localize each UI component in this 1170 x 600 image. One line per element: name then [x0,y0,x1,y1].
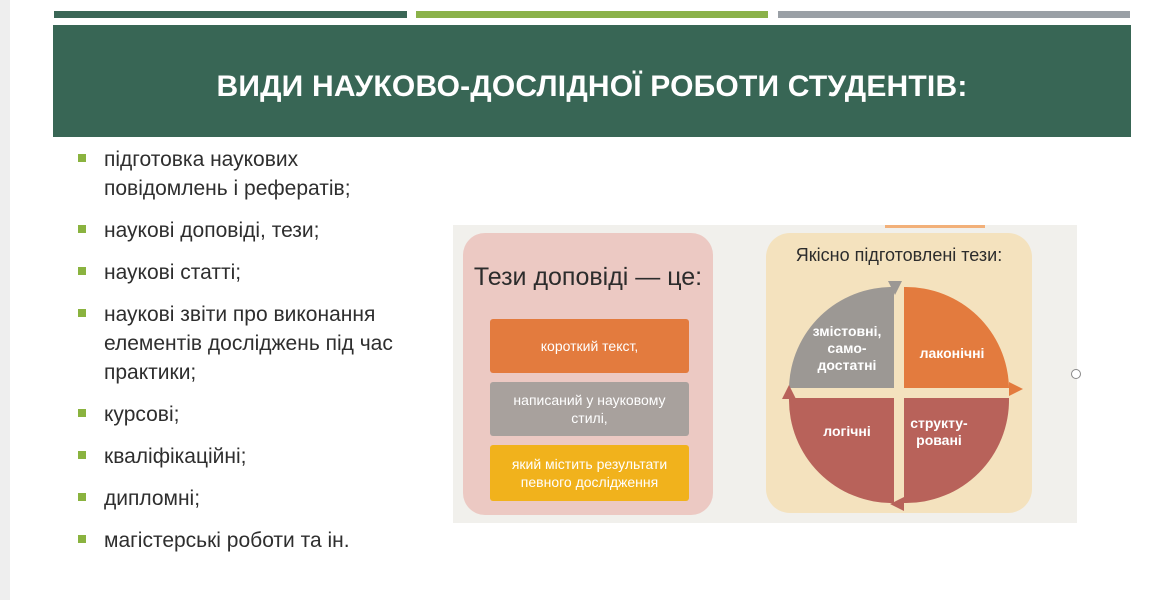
top-accent-bar-gray [778,11,1130,18]
definition-item-short-text: короткий текст, [490,319,689,373]
bullet-square-icon [78,409,86,417]
top-accent-bar-dark-green [54,11,407,18]
list-item: наукові доповіді, тези; [78,216,408,245]
quadrant-bottom-right-shape [904,398,1009,503]
quadrant-label-structured: структу-ровані [910,415,968,448]
list-item: підготовка наукових повідомлень і рефератів; [78,145,408,203]
bullet-square-icon [78,309,86,317]
decorative-top-strip [885,225,985,228]
quality-theses-title: Якісно підготовлені тези: [795,245,1003,265]
quadrant-top-right-shape [904,287,1009,388]
list-item: наукові звіти про виконання елементів досліджень під час практики; [78,300,408,387]
page-title: ВИДИ НАУКОВО-ДОСЛІДНОЇ РОБОТИ СТУДЕНТІВ: [216,70,968,103]
quadrant-bottom-left-shape [789,398,894,503]
theses-definition-panel [463,233,713,515]
theses-diagram-image[interactable] [453,225,1077,523]
list-item: дипломні; [78,484,408,513]
definition-item-research-results: який містить результати певного дослідження [490,445,689,501]
list-item: наукові статті; [78,258,408,287]
bullet-square-icon [78,225,86,233]
image-resize-handle[interactable] [1071,369,1081,379]
bullet-square-icon [78,535,86,543]
bullet-square-icon [78,493,86,501]
arrow-head-icon [1009,382,1023,396]
title-banner [53,25,1131,137]
list-item: курсові; [78,400,408,429]
quadrant-label-substantive: змістовні, само-достатні [812,323,882,373]
quadrant-label-logical: логічні [823,423,871,439]
bullet-square-icon [78,451,86,459]
research-types-list [78,145,408,568]
theses-definition-title: Тези доповіді — це: [473,263,703,291]
list-item: магістерські роботи та ін. [78,526,408,555]
quadrant-label-concise: лаконічні [919,345,985,361]
slide-left-edge [0,0,10,600]
top-accent-bar-light-green [416,11,768,18]
list-item: кваліфікаційні; [78,442,408,471]
bullet-square-icon [78,154,86,162]
quality-theses-panel [766,233,1032,513]
definition-item-scientific-style: написаний у науковому стилі, [490,382,689,436]
bullet-square-icon [78,267,86,275]
